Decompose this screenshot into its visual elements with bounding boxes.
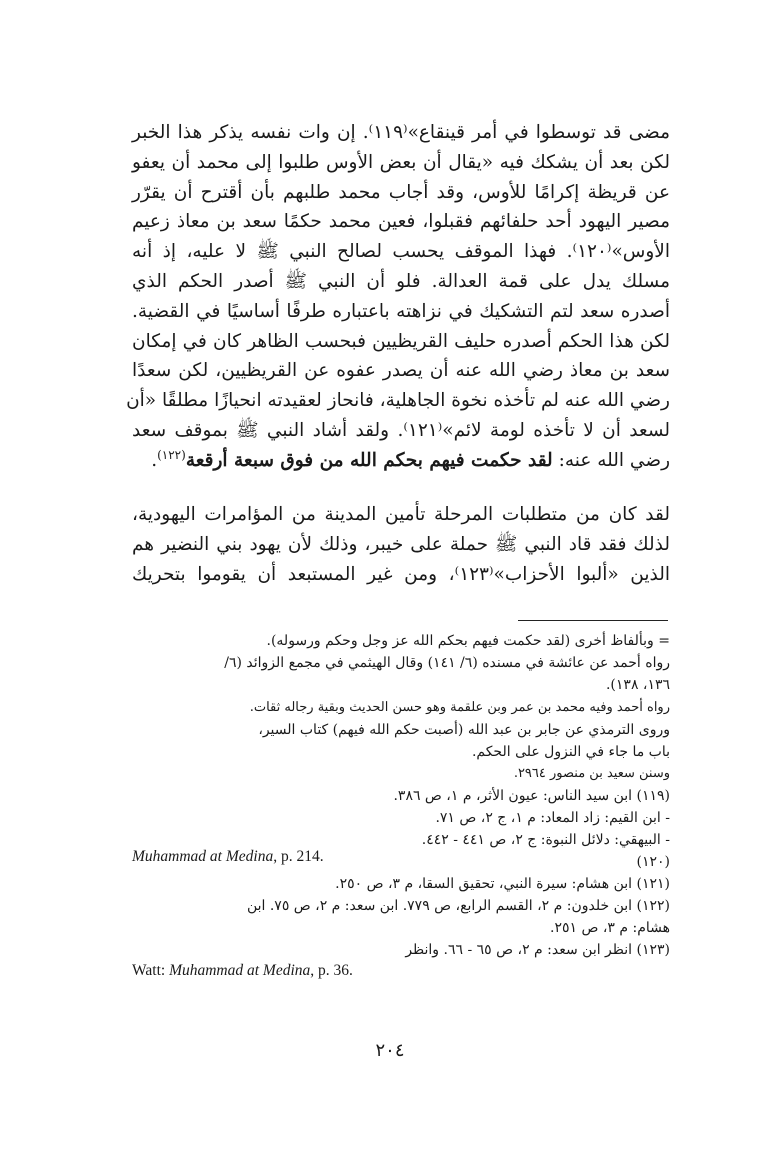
footnote-line: وسنن سعيد بن منصور ٢٩٦٤.	[513, 766, 670, 781]
text-line: مسلك يدل على قمة العدالة. فلو أن النبي ﷺ أصدر الحكم الذي	[132, 270, 670, 292]
text-line: لسعد أن لا تأخذه لومة لائم»⁽١٢١⁾. ولقد أشاد النبي ﷺ بموقف سعد	[132, 419, 670, 441]
text-line: أصدره سعد لتم التشكيك في نزاهته باعتباره طرفًا أساسيًا في القضية.	[132, 300, 670, 322]
hadith-intro: رضي الله عنه:	[552, 449, 670, 471]
text-line: عن قريظة إكرامًا للأوس، وقد أجاب محمد طلبهم بأن أقترح أن يقرّر	[132, 181, 670, 203]
text-line: لكن بعد أن يشكك فيه «يقال أن بعض الأوس طلبوا إلى محمد أن يعفو	[132, 151, 670, 173]
footnote-123-latin	[132, 962, 353, 980]
footnote-120-latin	[132, 848, 324, 866]
text-line: سعد بن معاذ رضي الله عنه أن يصدر عفوه عن القريظيين، لكن سعدًا	[132, 360, 670, 382]
book-title: Muhammad at Medina	[132, 848, 274, 865]
footnote-separator	[518, 620, 668, 621]
body-paragraph-1	[126, 118, 671, 476]
text-line: لذلك فقد قاد النبي ﷺ حملة على خيبر، وذلك لأن يهود بني النضير هم	[132, 533, 670, 555]
footnote-line: ١٣٦، ١٣٨).	[605, 677, 670, 693]
footnote-119: (١١٩) ابن سيد الناس: عيون الأثر، م ١، ص ٣٨٦.	[393, 788, 670, 804]
footnote-line: = وبألفاظ أخرى (لقد حكمت فيهم بحكم الله عز وجل وحكم ورسوله).	[266, 633, 670, 649]
book-title: Muhammad at Medina	[169, 962, 311, 979]
text-line: لقد كان من متطلبات المرحلة تأمين المدينة من المؤامرات اليهودية،	[132, 504, 670, 525]
text-line: الذين «ألبوا الأحزاب»⁽١٢٣⁾، ومن غير المستبعد أن يقوموا بتحريك	[132, 563, 671, 585]
footnote-line: باب ما جاء في النزول على الحكم.	[471, 744, 670, 760]
page-ref: , p. 36.	[310, 962, 353, 979]
page-number: ٢٠٤	[375, 1040, 405, 1061]
text-line: مصير اليهود أحد حلفائهم فقبلوا، فعين محمد حكمًا سعد بن معاذ زعيم	[132, 211, 670, 233]
page-ref: , p. 214.	[273, 848, 324, 865]
footnote-121: (١٢١) ابن هشام: سيرة النبي، تحقيق السقا، م ٣، ص ٢٥٠.	[335, 876, 670, 892]
footnote-line: وروى الترمذي عن جابر بن عبد الله (أصبت حكم الله فيهم) كتاب السير،	[258, 722, 670, 738]
body-paragraph-2	[132, 500, 670, 589]
footnote-122: (١٢٢) ابن خلدون: م ٢، القسم الرابع، ص ٧٧٩. ابن سعد: م ٢، ص ٧٥. ابن	[246, 898, 670, 914]
author: Watt:	[132, 962, 170, 979]
footnote-123: (١٢٣) انظر ابن سعد: م ٢، ص ٦٥ - ٦٦. وانظر	[405, 942, 670, 958]
footnote-ref: (١٢٢)	[157, 447, 186, 462]
text-line: لكن هذا الحكم أصدره حليف القريظيين فبحسب الظاهر كان في إمكان	[132, 330, 670, 352]
text-line: مضى قد توسطوا في أمر قينقاع»⁽١١٩⁾. إن وات نفسه يذكر هذا الخبر	[132, 122, 671, 143]
footnote-line: - البيهقي: دلائل النبوة: ج ٢، ص ٤٤١ - ٤٤٢.	[421, 832, 670, 848]
footnote-line: رواه أحمد عن عائشة في مسنده (٦/ ١٤١) وقال الهيثمي في مجمع الزوائد (٦/	[224, 655, 670, 671]
footnote-line: هشام: م ٣، ص ٢٥١.	[550, 920, 670, 936]
footnote-120: (١٢٠)	[636, 854, 670, 870]
footnote-line: - ابن القيم: زاد المعاد: م ١، ج ٢، ص ٧١.	[435, 810, 670, 826]
period: .	[151, 449, 158, 471]
text-line-hadith	[132, 446, 670, 476]
hadith-quote: لقد حكمت فيهم بحكم الله من فوق سبعة أرقعة	[185, 449, 553, 471]
footnote-line: رواه أحمد وفيه محمد بن عمر وبن علقمة وهو حسن الحديث وبقية رجاله ثقات.	[249, 700, 670, 715]
text-line: رضي الله عنه لم تأخذه نخوة الجاهلية، فانحاز لعقيدته انحيازًا مطلقًا «أن	[126, 390, 670, 412]
text-line: الأوس»⁽١٢٠⁾. فهذا الموقف يحسب لصالح النبي ﷺ لا عليه، إذ أنه	[132, 241, 670, 263]
